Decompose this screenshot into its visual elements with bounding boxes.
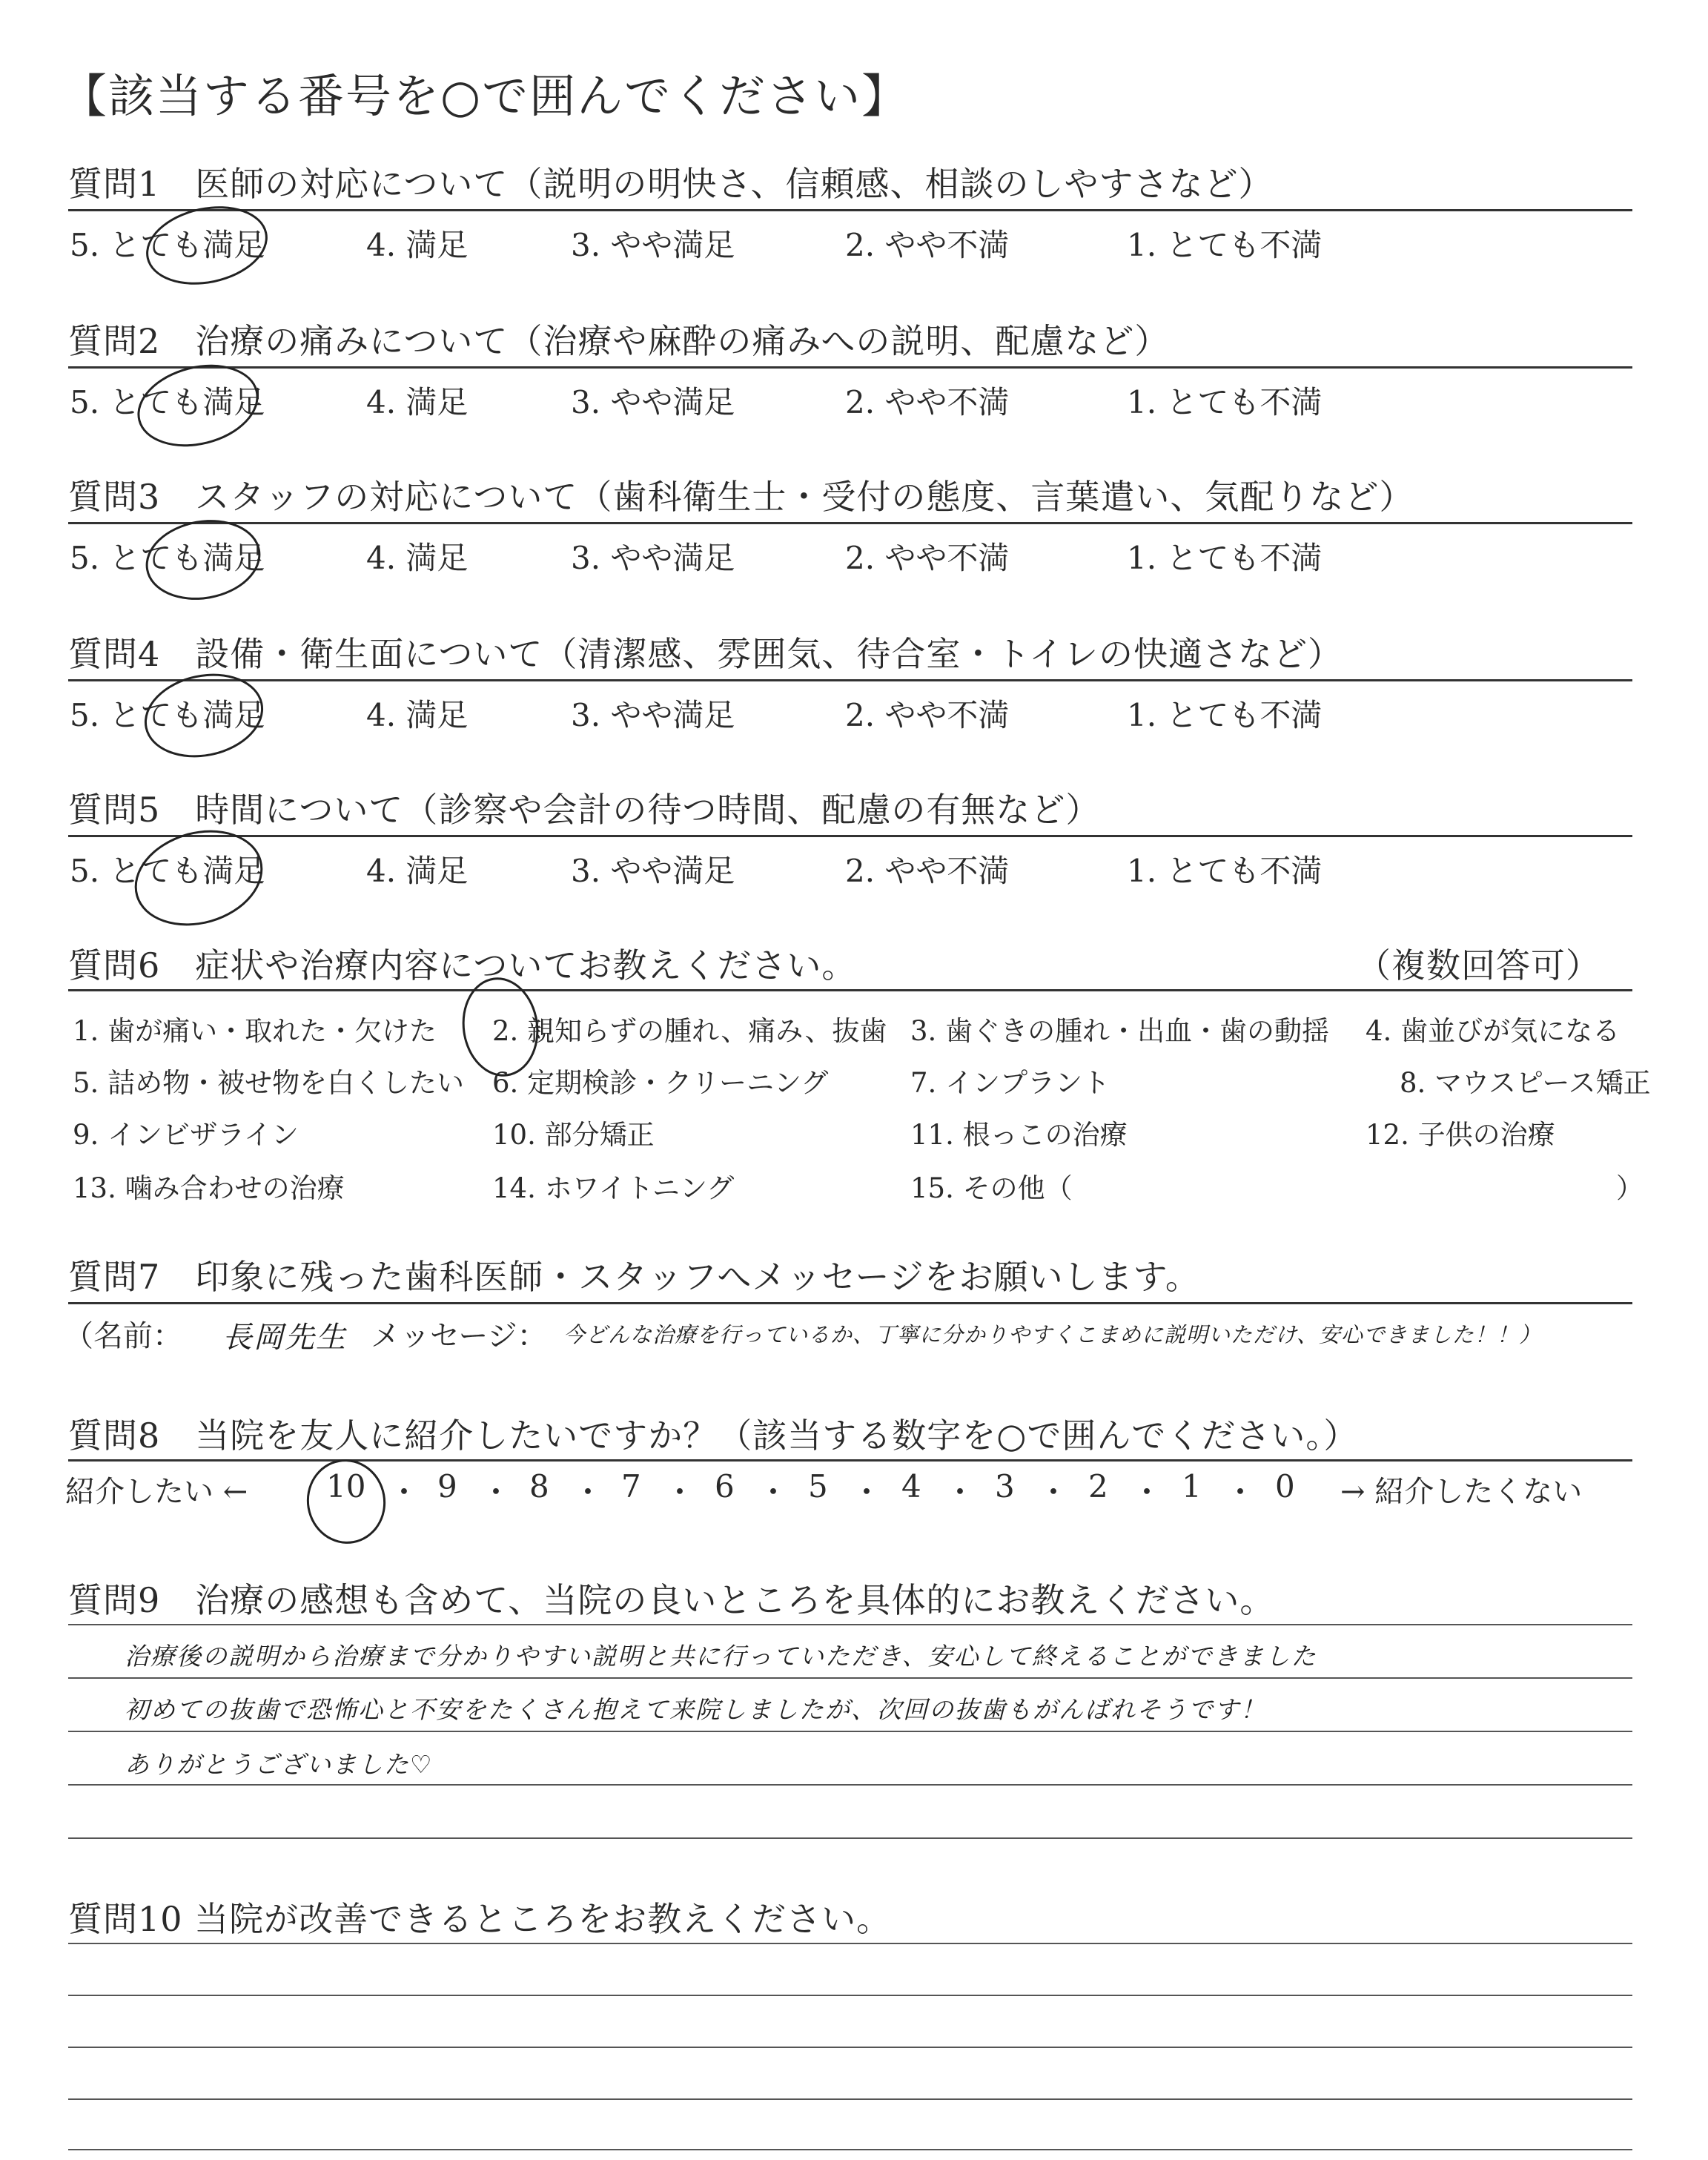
q3-option-3[interactable]: 3. やや満足: [571, 540, 735, 576]
q6-option-15[interactable]: 15. その他（: [910, 1172, 1073, 1204]
q2-option-3[interactable]: 3. やや満足: [571, 384, 735, 420]
q8-scale-3[interactable]: 3: [995, 1468, 1015, 1505]
q2-option-1[interactable]: 1. とても不満: [1127, 384, 1323, 420]
q9-line-3: [68, 1731, 1632, 1732]
q2-title: 質問2 治療の痛みについて（治療や麻酔の痛みへの説明、配慮など）: [68, 321, 1170, 361]
q8-divider: [68, 1459, 1632, 1462]
q6-option-12[interactable]: 12. 子供の治療: [1366, 1119, 1555, 1151]
q2-divider: [68, 366, 1632, 369]
q6-option-8[interactable]: 8. マウスピース矯正: [1400, 1067, 1651, 1099]
q4-divider: [68, 679, 1632, 681]
q8-scale-10[interactable]: 10: [326, 1468, 366, 1505]
q8-dot-8: ・: [1038, 1474, 1070, 1510]
q7-message-value[interactable]: 今どんな治療を行っているか、丁寧に分かりやすくこまめに説明いただけ、安心できました！！）: [563, 1322, 1541, 1347]
q1-option-5[interactable]: 5. とても満足: [70, 227, 265, 263]
q9-line-4: [68, 1784, 1632, 1786]
q8-dot-4: ・: [664, 1474, 696, 1510]
q8-dot-10: ・: [1225, 1474, 1257, 1510]
q10-title: 質問10 当院が改善できるところをお教えください。: [68, 1899, 892, 1939]
q2-option-5[interactable]: 5. とても満足: [70, 384, 265, 420]
q3-option-1[interactable]: 1. とても不満: [1127, 540, 1323, 576]
q9-title: 質問9 治療の感想も含めて、当院の良いところを具体的にお教えください。: [68, 1580, 1275, 1620]
q6-divider: [68, 989, 1632, 991]
q9-line-1: [68, 1624, 1632, 1625]
q8-dot-5: ・: [758, 1474, 790, 1510]
q3-option-2[interactable]: 2. やや不満: [845, 540, 1010, 576]
q4-option-2[interactable]: 2. やや不満: [845, 697, 1010, 733]
q8-scale-5[interactable]: 5: [808, 1468, 828, 1505]
q10-line-5: [68, 2149, 1632, 2150]
q4-title: 質問4 設備・衛生面について（清潔感、雰囲気、待合室・トイレの快適さなど）: [68, 634, 1343, 674]
q4-option-1[interactable]: 1. とても不満: [1127, 697, 1323, 733]
q8-dot-9: ・: [1131, 1474, 1163, 1510]
q2-option-2[interactable]: 2. やや不満: [845, 384, 1010, 420]
q5-title: 質問5 時間について（診察や会計の待つ時間、配慮の有無など）: [68, 790, 1101, 830]
q8-scale-8[interactable]: 8: [529, 1468, 549, 1505]
q8-dot-7: ・: [944, 1474, 976, 1510]
q8-selection-circle: [300, 1453, 392, 1550]
q8-scale-4[interactable]: 4: [901, 1468, 921, 1505]
q8-scale-6[interactable]: 6: [715, 1468, 735, 1505]
q3-option-4[interactable]: 4. 満足: [366, 540, 469, 576]
q9-answer-line-1[interactable]: 治療後の説明から治療まで分かりやすい説明と共に行っていただき、安心して終えることができました: [125, 1642, 1317, 1671]
q8-scale-0[interactable]: 0: [1275, 1468, 1295, 1505]
q6-option-14[interactable]: 14. ホワイトニング: [492, 1172, 735, 1204]
q10-line-4: [68, 2098, 1632, 2100]
q2-option-4[interactable]: 4. 満足: [366, 384, 469, 420]
q6-option-15-close: ）: [1616, 1172, 1644, 1204]
q7-name-label: （名前：: [64, 1319, 182, 1353]
q6-option-3[interactable]: 3. 歯ぐきの腫れ・出血・歯の動揺: [910, 1015, 1330, 1047]
q6-title: 質問6 症状や治療内容についてお教えください。: [68, 945, 857, 985]
q8-title: 質問8 当院を友人に紹介したいですか？（該当する数字を○で囲んでください。）: [68, 1416, 1359, 1456]
q6-option-6[interactable]: 6. 定期検診・クリーニング: [492, 1067, 829, 1099]
q9-line-5: [68, 1837, 1632, 1839]
q1-option-1[interactable]: 1. とても不満: [1127, 227, 1323, 263]
q6-note: （複数回答可）: [1357, 945, 1601, 985]
instruction-heading: 【該当する番号を○で囲んでください】: [61, 69, 910, 123]
q8-dot-1: ・: [388, 1474, 420, 1510]
q5-divider: [68, 835, 1632, 837]
q4-option-4[interactable]: 4. 満足: [366, 697, 469, 733]
q3-title: 質問3 スタッフの対応について（歯科衛生士・受付の態度、言葉遣い、気配りなど）: [68, 477, 1414, 517]
q8-scale-2[interactable]: 2: [1088, 1468, 1108, 1505]
q5-option-2[interactable]: 2. やや不満: [845, 853, 1010, 889]
q6-option-10[interactable]: 10. 部分矯正: [492, 1119, 655, 1151]
q6-option-4[interactable]: 4. 歯並びが気になる: [1366, 1015, 1621, 1047]
q8-dot-2: ・: [480, 1474, 512, 1510]
q7-message-label: メッセージ：: [371, 1319, 547, 1353]
q8-scale-7[interactable]: 7: [621, 1468, 641, 1505]
q8-right-label: → 紹介したくない: [1340, 1475, 1583, 1509]
q8-dot-3: ・: [572, 1474, 604, 1510]
q7-name-value[interactable]: 長岡先生: [222, 1321, 347, 1355]
q1-option-2[interactable]: 2. やや不満: [845, 227, 1010, 263]
q7-divider: [68, 1302, 1632, 1304]
q10-line-2: [68, 1995, 1632, 1996]
q6-option-1[interactable]: 1. 歯が痛い・取れた・欠けた: [73, 1015, 437, 1047]
q9-answer-line-3[interactable]: ありがとうございました♡: [125, 1750, 434, 1779]
q1-option-4[interactable]: 4. 満足: [366, 227, 469, 263]
q8-scale-9[interactable]: 9: [437, 1468, 457, 1505]
q10-line-1: [68, 1943, 1632, 1944]
q6-option-11[interactable]: 11. 根っこの治療: [910, 1119, 1128, 1151]
q8-dot-6: ・: [851, 1474, 883, 1510]
q6-option-5[interactable]: 5. 詰め物・被せ物を白くしたい: [73, 1067, 465, 1099]
q6-option-2[interactable]: 2. 親知らずの腫れ、痛み、抜歯: [492, 1015, 887, 1047]
q6-option-13[interactable]: 13. 噛み合わせの治療: [73, 1172, 345, 1204]
q9-answer-line-2[interactable]: 初めての抜歯で恐怖心と不安をたくさん抱えて来院しましたが、次回の抜歯もがんばれそうです！: [125, 1695, 1266, 1724]
q5-option-1[interactable]: 1. とても不満: [1127, 853, 1323, 889]
q6-option-9[interactable]: 9. インビザライン: [73, 1119, 299, 1151]
q4-option-5[interactable]: 5. とても満足: [70, 697, 265, 733]
q7-title: 質問7 印象に残った歯科医師・スタッフへメッセージをお願いします。: [68, 1257, 1200, 1297]
q5-option-4[interactable]: 4. 満足: [366, 853, 469, 889]
q5-option-5[interactable]: 5. とても満足: [70, 853, 265, 889]
q8-scale-1[interactable]: 1: [1182, 1468, 1202, 1505]
q6-option-7[interactable]: 7. インプラント: [910, 1067, 1110, 1099]
q3-selection-circle: [139, 511, 267, 608]
q1-title: 質問1 医師の対応について（説明の明快さ、信頼感、相談のしやすさなど）: [68, 164, 1274, 204]
q8-left-label: 紹介したい ←: [65, 1475, 248, 1509]
q4-option-3[interactable]: 3. やや満足: [571, 697, 735, 733]
q5-option-3[interactable]: 3. やや満足: [571, 853, 735, 889]
q10-line-3: [68, 2047, 1632, 2048]
q3-option-5[interactable]: 5. とても満足: [70, 540, 265, 576]
q1-option-3[interactable]: 3. やや満足: [571, 227, 735, 263]
q3-divider: [68, 522, 1632, 524]
q1-divider: [68, 209, 1632, 211]
q9-line-2: [68, 1677, 1632, 1679]
